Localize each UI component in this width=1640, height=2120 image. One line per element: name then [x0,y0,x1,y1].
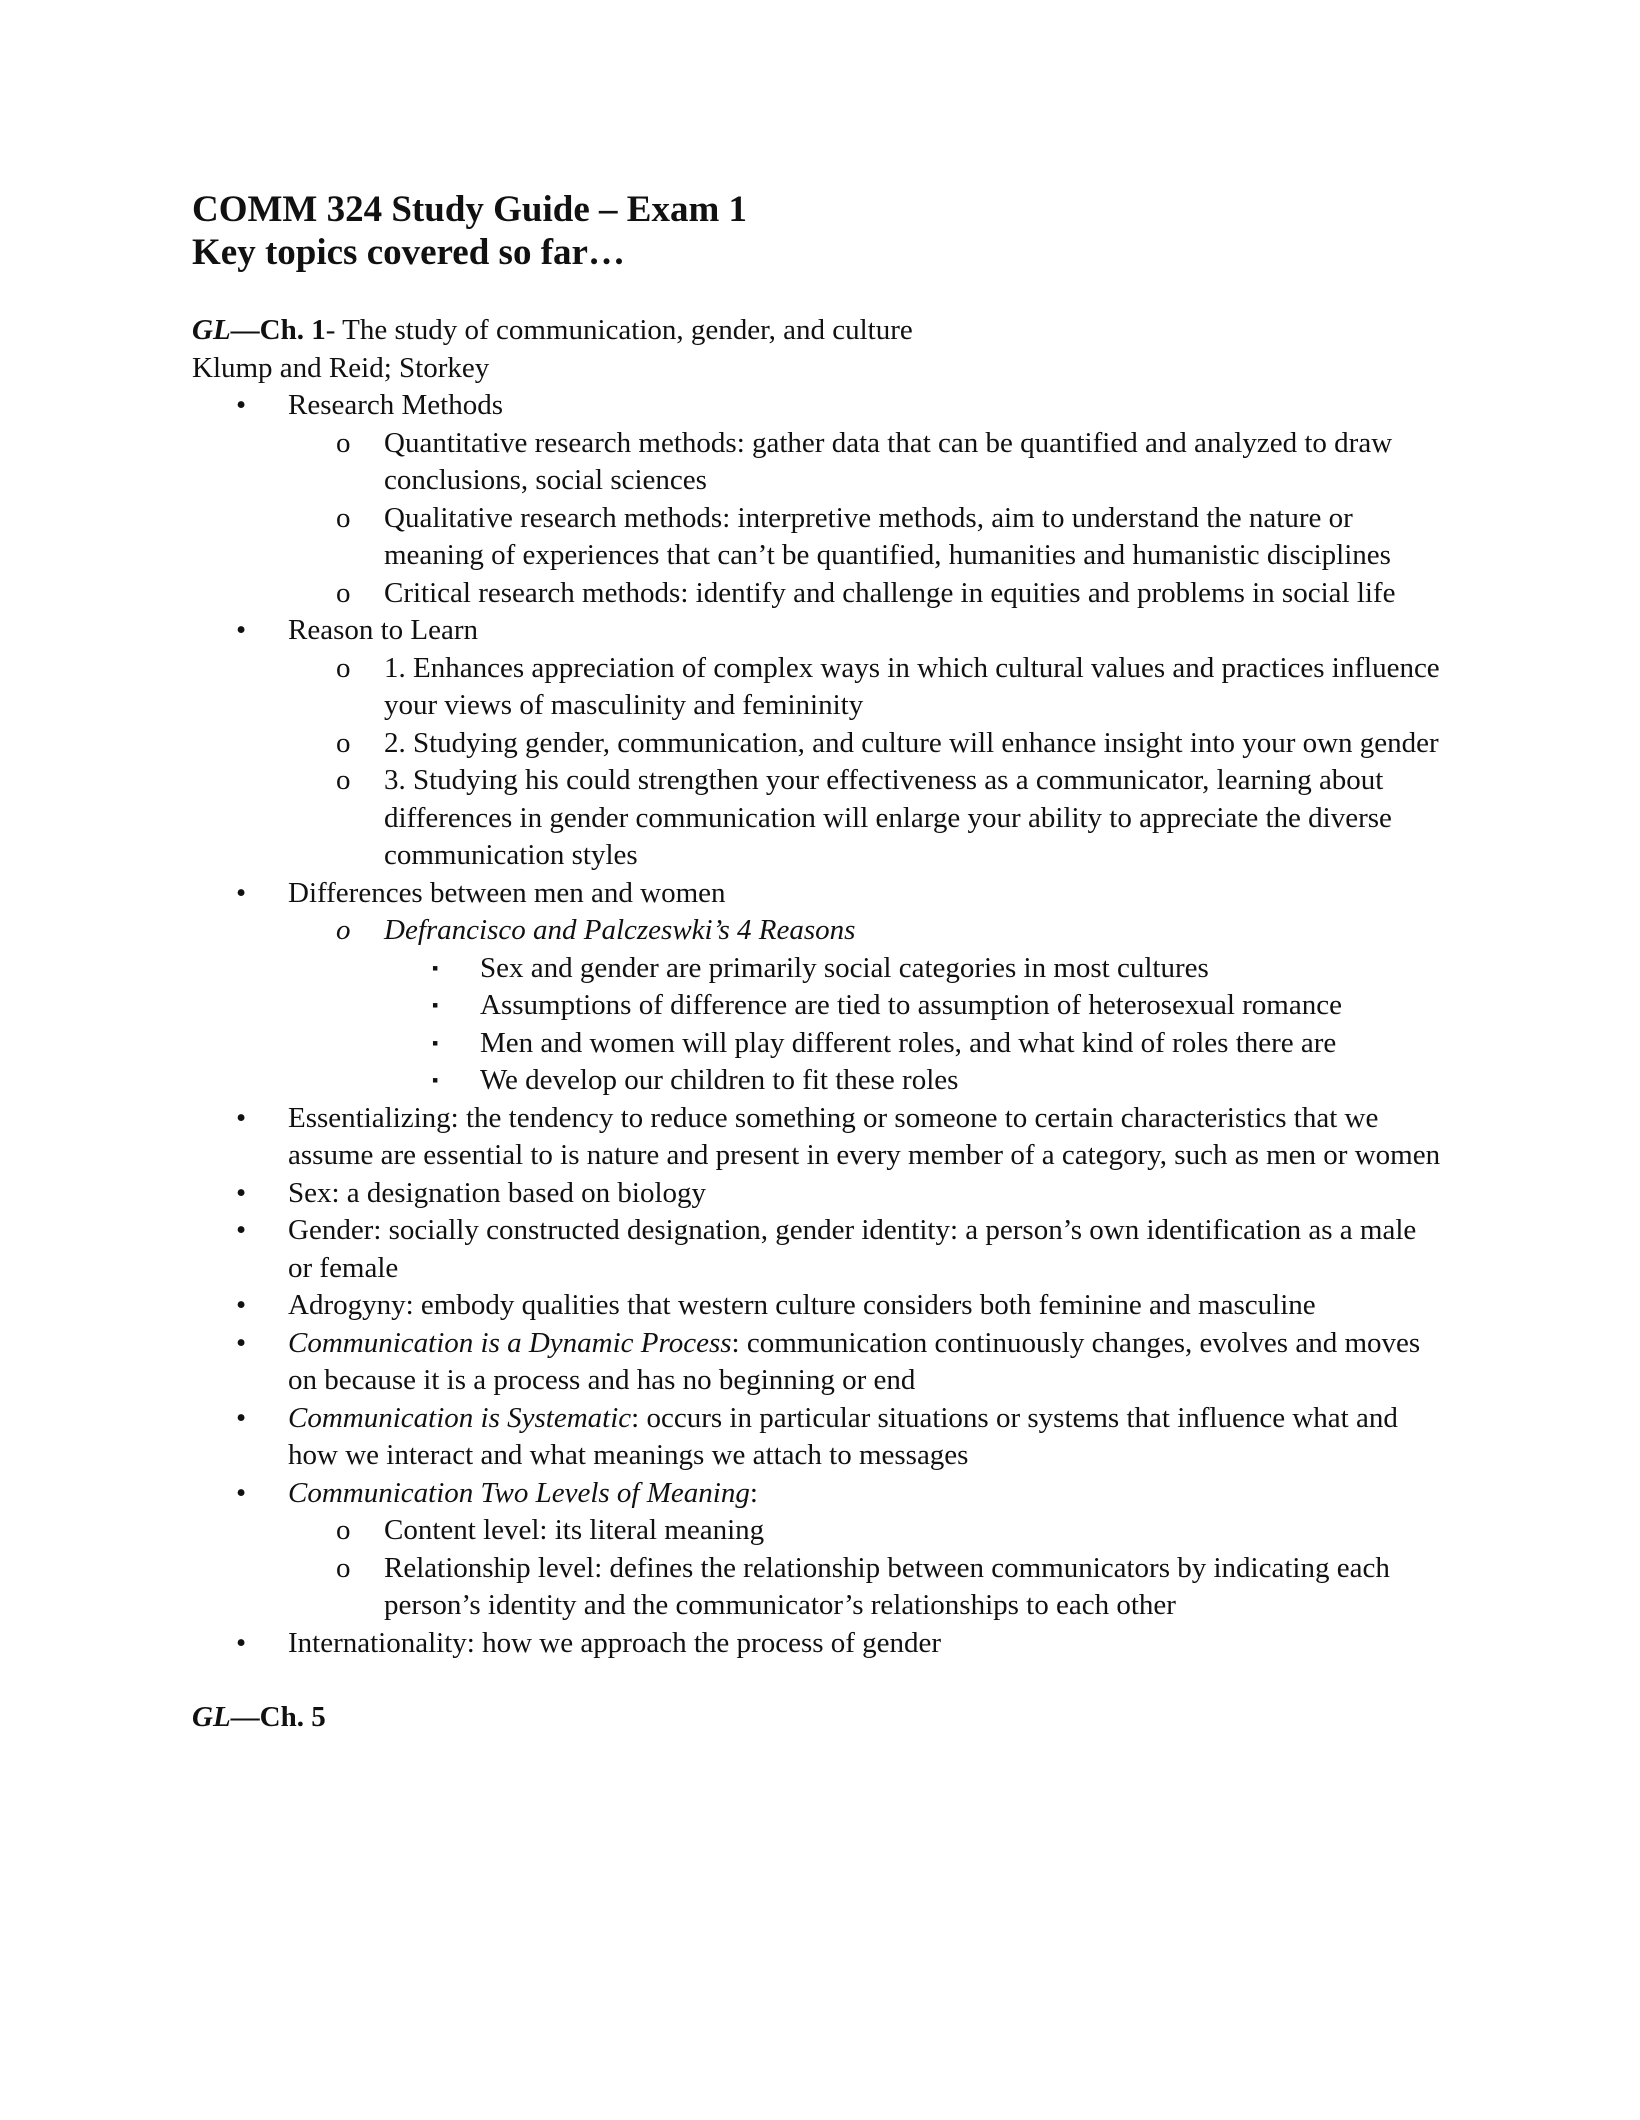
list-item: • Communication is a Dynamic Process: communication continuously changes, evolves and moves on because it is a process and has no beginning or end [236,1326,1421,1396]
list-item: • Gender: socially constructed designation, gender identity: a person’s own identification as a male or female [236,1214,1417,1284]
bullet-marker: • [236,1401,247,1434]
bullet-marker: • [236,614,247,646]
sub-list [192,425,1442,613]
bullet-marker: • [236,876,247,909]
sub-list-item: o 1. Enhances appreciation of complex ways in which cultural values and practices influence your views of masculinity and femininity [336,651,1440,721]
circle-marker: o [336,1551,351,1584]
bullet-marker: • [236,1476,247,1509]
list-item: • Communication is Systematic: occurs in particular situations or systems that influence what and how we interact and what meanings we attach to messages [236,1401,1398,1471]
sub-sub-list-item: ▪ Assumptions of difference are tied to assumption of heterosexual romance [384,987,1442,1025]
bullet-marker: • [236,1289,247,1321]
main-bullet-list [192,387,1442,1662]
list-item: • Adrogyny: embody qualities that western culture considers both feminine and masculine [192,1287,1442,1325]
section-heading-ch5: GL—Ch. 5 [192,1701,326,1733]
sub-list-item: o Content level: its literal meaning [288,1512,1442,1550]
list-item: • Sex: a designation based on biology [192,1175,1442,1213]
document-title [192,188,747,274]
sub-sub-list [288,950,1442,1100]
square-marker: ▪ [432,957,439,978]
square-marker: ▪ [432,1032,439,1053]
circle-marker: o [336,651,351,684]
list-item: • Essentializing: the tendency to reduce something or someone to certain characteristics that we assume are essential to is nature and present in every member of a category, such as men or women [236,1101,1441,1171]
sub-list-item: o Defrancisco and Palczeswki’s 4 Reasons ▪ Sex and gender are primarily social categories in most cultures ▪ Assumptions of difference are tied to assumption of heterosexual romance ▪ Men and women will play different roles, and what kind of roles there are ▪ We develop our children to fit these roles [288,912,1442,1100]
sub-list [192,1512,1442,1625]
title-line-1: COMM 324 Study Guide – Exam 1 [192,189,748,230]
bullet-marker: • [236,1326,247,1359]
title-line-2: Key topics covered so far… [192,232,625,273]
square-marker: ▪ [432,1070,439,1090]
circle-marker: o [336,426,351,459]
bullet-marker: • [236,1214,247,1246]
circle-marker: o [336,576,351,609]
sub-list [192,912,1442,1100]
circle-marker: o [336,1514,351,1546]
square-marker: ▪ [432,995,439,1015]
list-item: • Differences between men and women o Defrancisco and Palczeswki’s 4 Reasons ▪ Sex and gender are primarily social categories in most cultures ▪ Assumptions of difference are tied to assumption of heterosexual romance ▪ Men and women will play different roles, and what kind of roles there are ▪ We develop our children to fit these roles [192,875,1442,1100]
section-authors: Klump and Reid; Storkey [192,351,490,384]
list-item: • Reason to Learn o 1. Enhances appreciation of complex ways in which cultural values and practices influence your views of masculinity and femininity o 2. Studying gender, communication, and culture will enhance insight into your own gender o 3. Studying his could strengthen your effectiveness as a communicator, learning about differences in gender communication will enlarge your ability to appreciate the diverse communication styles [192,612,1442,875]
sub-sub-list-item: ▪ Sex and gender are primarily social categories in most cultures [384,950,1442,988]
sub-sub-list-item: ▪ Men and women will play different roles, and what kind of roles there are [384,1025,1442,1063]
bullet-marker: • [236,389,247,421]
sub-list-item: o 3. Studying his could strengthen your effectiveness as a communicator, learning about differences in gender communication will enlarge your ability to appreciate the diverse communication styles [336,764,1392,871]
sub-list-item: o Relationship level: defines the relationship between communicators by indicating each person’s identity and the communicator’s relationships to each other [336,1551,1390,1621]
bullet-marker: • [236,1176,247,1209]
bullet-marker: • [236,1626,247,1659]
sub-list-item: o Quantitative research methods: gather data that can be quantified and analyzed to draw conclusions, social sciences [336,426,1393,496]
sub-list-item: o Critical research methods: identify and challenge in equities and problems in social life [288,575,1442,613]
sub-list-item: o 2. Studying gender, communication, and culture will enhance insight into your own gender [288,725,1442,763]
circle-marker: o [336,764,351,796]
list-item: • Internationality: how we approach the process of gender [192,1625,1442,1663]
list-item: • Communication Two Levels of Meaning: o Content level: its literal meaning o Relationship level: defines the relationship between communicators by indicating each person’s identity and the communicator’s relationships to each other [192,1475,1442,1625]
bullet-marker: • [236,1101,247,1134]
circle-marker: o [336,501,351,534]
circle-marker: o [336,914,351,946]
list-item: • Research Methods o Quantitative research methods: gather data that can be quantified and analyzed to draw conclusions, social sciences o Qualitative research methods: interpretive methods, aim to understand the nature or meaning of experiences that can’t be quantified, humanities and humanistic disciplines o Critical research methods: identify and challenge in equities and problems in social life [192,387,1442,612]
sub-list-item: o Qualitative research methods: interpretive methods, aim to understand the nature or meaning of experiences that can’t be quantified, humanities and humanistic disciplines [336,501,1391,571]
sub-list [192,650,1442,875]
sub-sub-list-item: ▪ We develop our children to fit these roles [384,1062,1442,1100]
circle-marker: o [336,726,351,759]
section-heading-ch1: GL—Ch. 1- The study of communication, gender, and culture [192,314,913,346]
document-body [192,312,1442,1737]
